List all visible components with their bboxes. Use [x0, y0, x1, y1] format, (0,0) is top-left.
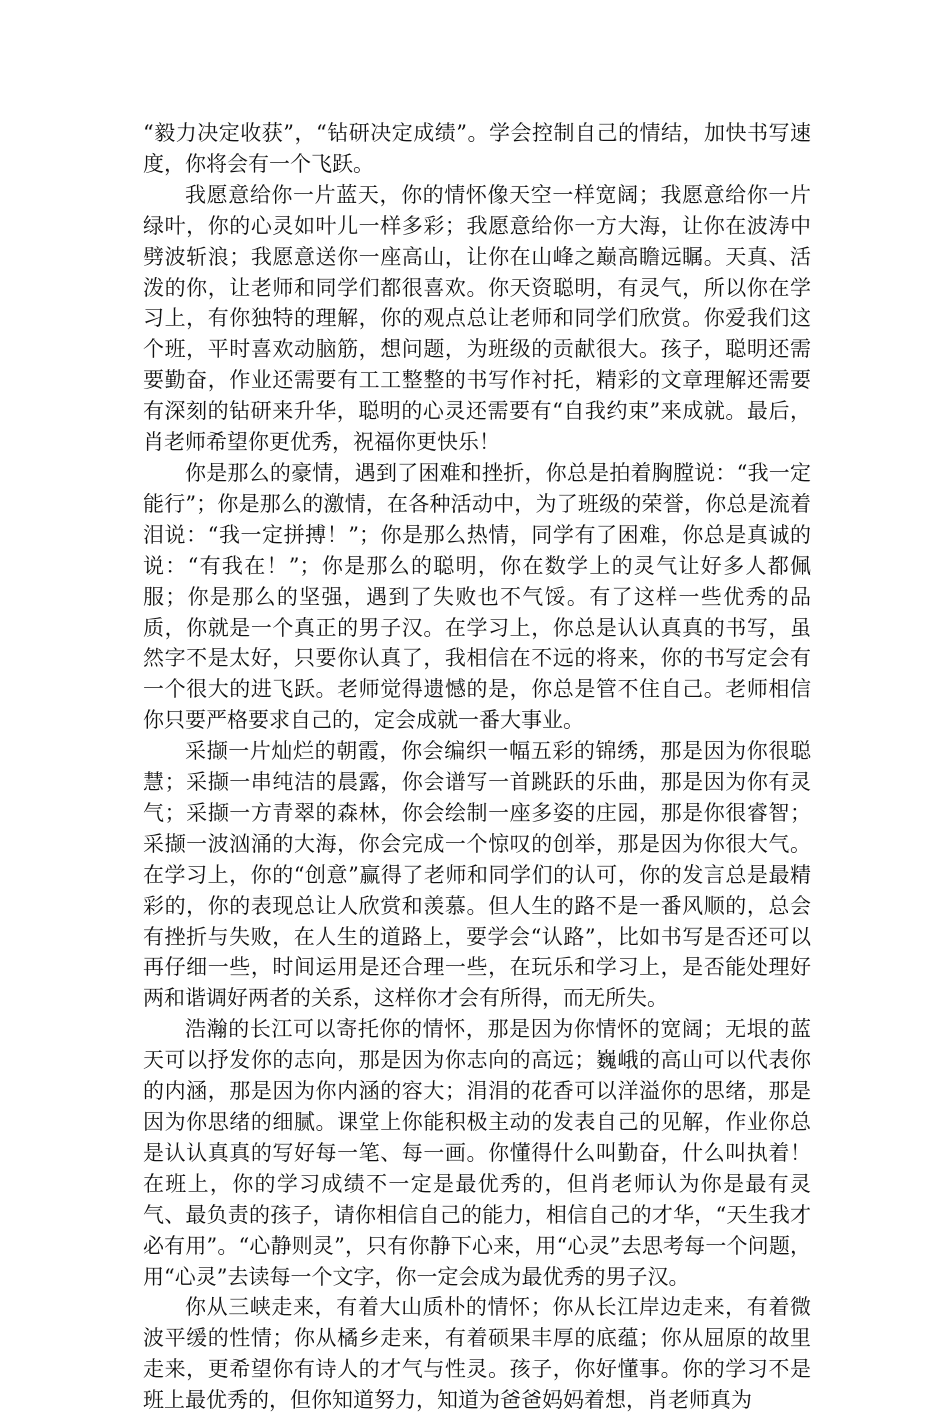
paragraph-4: 采撷一片灿烂的朝霞，你会编织一幅五彩的锦绣，那是因为你很聪慧；采撷一串纯洁的晨露，你会谱写一首跳跃的乐曲，那是因为你有灵气；采撷一方青翠的森林，你会绘制一座多姿的庄园，那是你很睿智；采撷一波汹涌的大海，你会完成一个惊叹的创举，那是因为你很大气。在学习上，你的“创意”赢得了老师和同学们的认可，你的发言总是最精彩的，你的表现总让人欣赏和羡慕。但人生的路不是一番风顺的，总会有挫折与失败，在人生的道路上，要学会“认路”，比如书写是否还可以再仔细一些，时间运用是还合理一些，在玩乐和学习上，是否能处理好两和谐调好两者的关系，这样你才会有所得，而无所失。 [143, 739, 811, 1011]
paragraph-2: 我愿意给你一片蓝天，你的情怀像天空一样宽阔；我愿意给你一片绿叶，你的心灵如叶儿一样多彩；我愿意给你一方大海，让你在波涛中劈波斩浪；我愿意送你一座高山，让你在山峰之巅高瞻远瞩。天真、活泼的你，让老师和同学们都很喜欢。你天资聪明，有灵气，所以你在学习上，有你独特的理解，你的观点总让老师和同学们欣赏。你爱我们这个班，平时喜欢动脑筋，想问题，为班级的贡献很大。孩子，聪明还需要勤奋，作业还需要有工工整整的书写作衬托，精彩的文章理解还需要有深刻的钻研来升华，聪明的心灵还需要有“自我约束”来成就。最后，肖老师希望你更优秀，祝福你更快乐！ [143, 182, 811, 455]
paragraph-1: “毅力决定收获”，“钻研决定成绩”。学会控制自己的情结，加快书写速度，你将会有一个飞跃。 [143, 121, 811, 176]
document-page [143, 118, 811, 1416]
paragraph-3: 你是那么的豪情，遇到了困难和挫折，你总是拍着胸膛说：“我一定能行”；你是那么的激情，在各种活动中，为了班级的荣誉，你总是流着泪说：“我一定拼搏！”；你是那么热情，同学有了困难，你总是真诚的说：“有我在！”；你是那么的聪明，你在数学上的灵气让好多人都佩服；你是那么的坚强，遇到了失败也不气馁。有了这样一些优秀的品质，你就是一个真正的男子汉。在学习上，你总是认认真真的书写，虽然字不是太好，只要你认真了，我相信在不远的将来，你的书写定会有一个很大的进飞跃。老师觉得遗憾的是，你总是管不住自己。老师相信你只要严格要求自己的，定会成就一番大事业。 [143, 460, 811, 733]
paragraph-5: 浩瀚的长江可以寄托你的情怀，那是因为你情怀的宽阔；无垠的蓝天可以抒发你的志向，那是因为你志向的高远；巍峨的高山可以代表你的内涵，那是因为你内涵的容大；涓涓的花香可以洋溢你的思绪，那是因为你思绪的细腻。课堂上你能积极主动的发表自己的见解，作业你总是认认真真的写好每一笔、每一画。你懂得什么叫勤奋，什么叫执着！在班上，你的学习成绩不一定是最优秀的，但肖老师认为你是最有灵气、最负责的孩子，请你相信自己的能力，相信自己的才华，“天生我才必有用”。“心静则灵”，只有你静下心来，用“心灵”去思考每一个问题，用“心灵”去读每一个文字，你一定会成为最优秀的男子汉。 [143, 1017, 811, 1289]
paragraph-6: 你从三峡走来，有着大山质朴的情怀；你从长江岸边走来，有着微波平缓的性情；你从橘乡走来，有着硕果丰厚的底蕴；你从屈原的故里走来，更希望你有诗人的才气与性灵。孩子，你好懂事。你的学习不是班上最优秀的，但你知道努力，知道为爸爸妈妈着想，肖老师真为 [143, 1295, 811, 1413]
